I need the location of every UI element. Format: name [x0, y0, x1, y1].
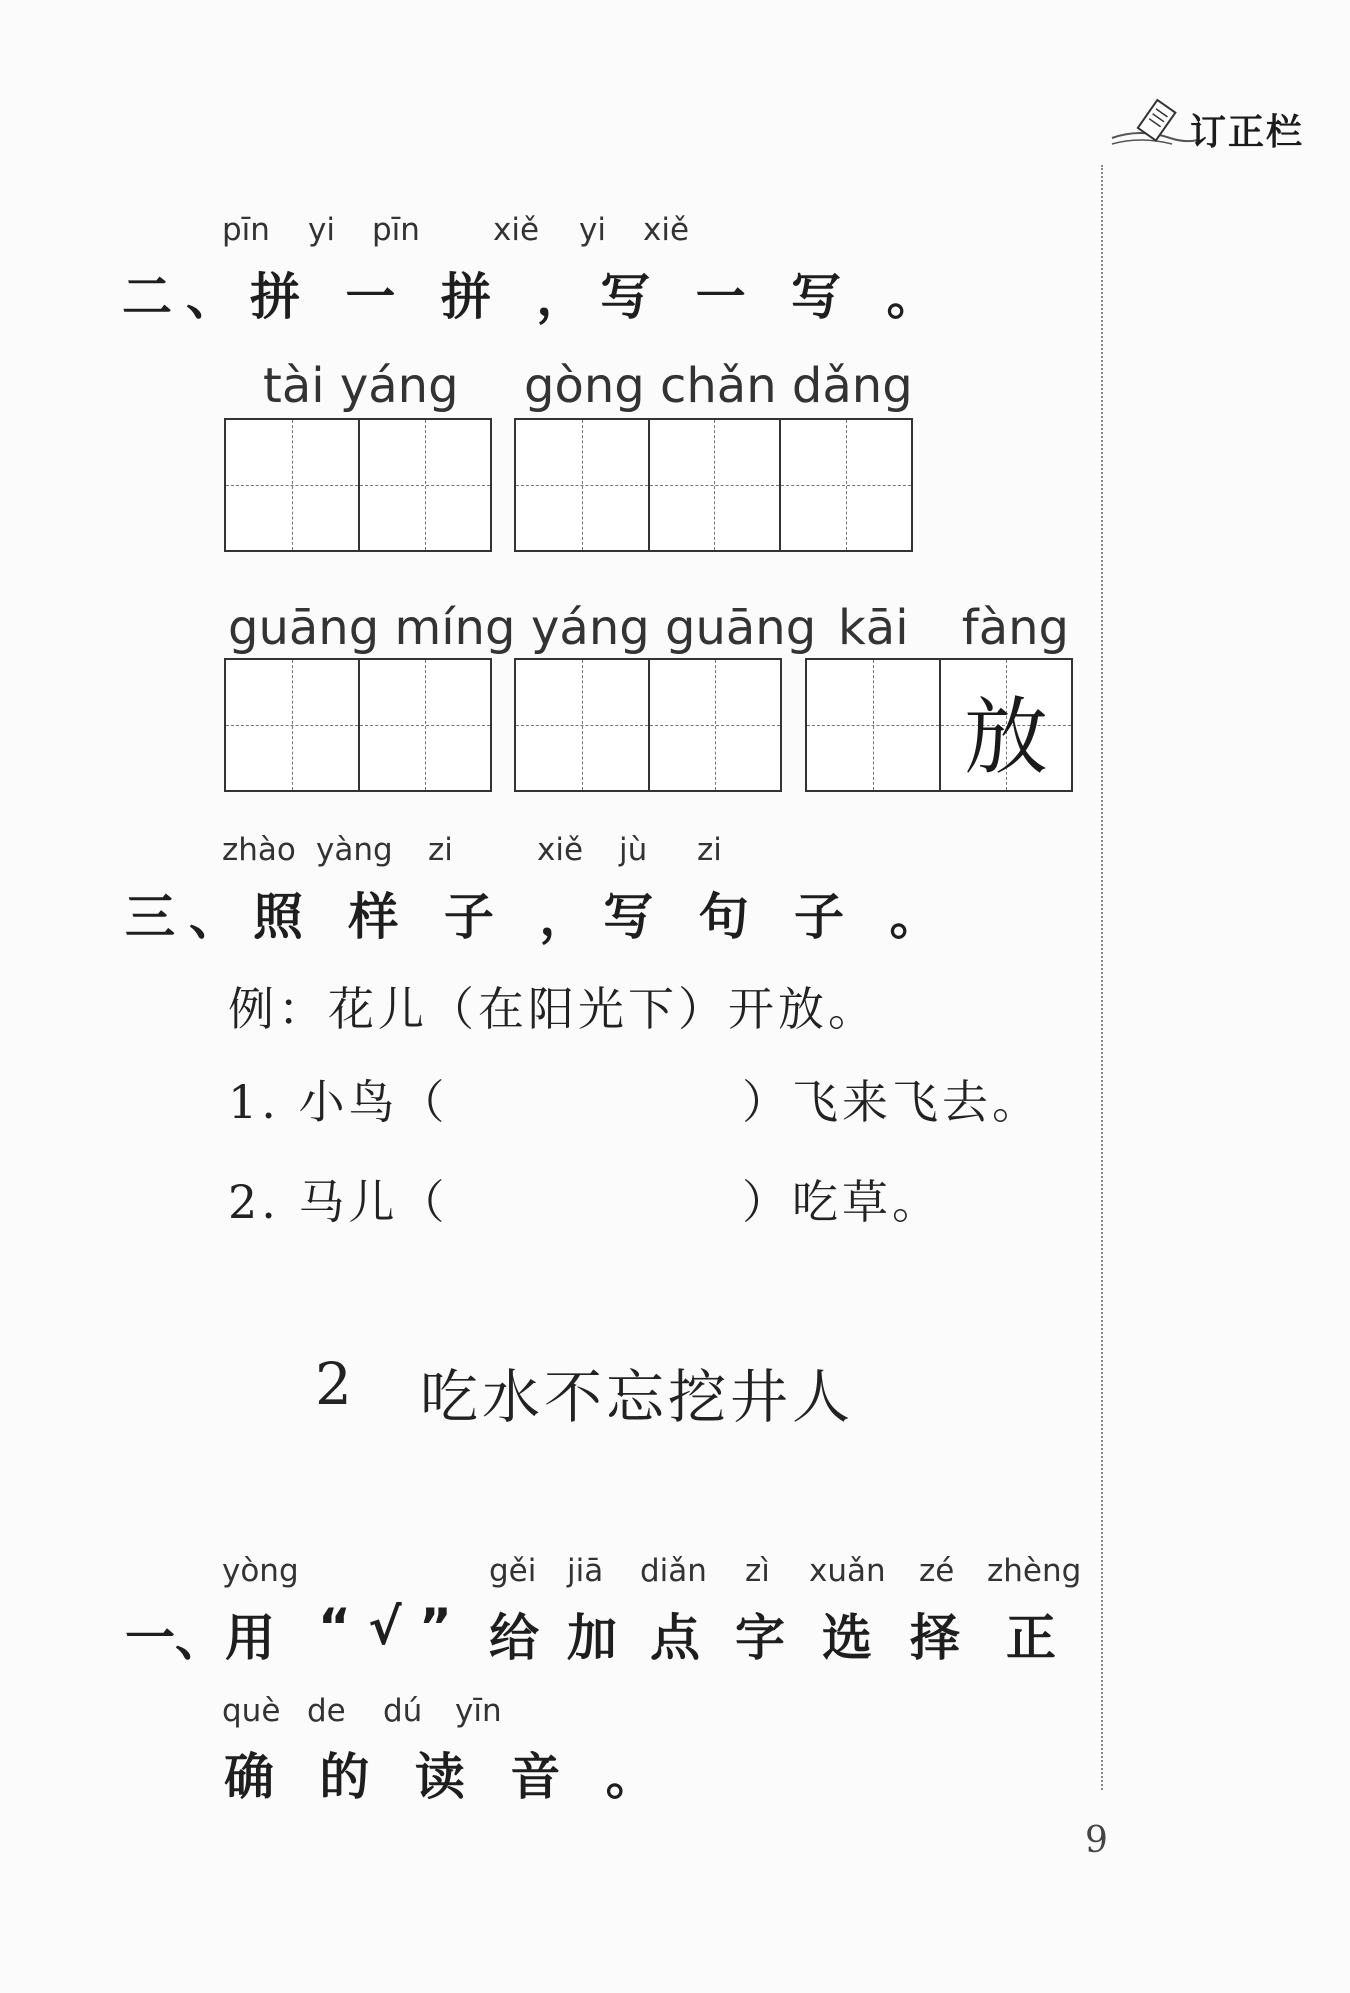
sentence-1-suffix: ）飞来飞去。 [742, 1075, 1042, 1129]
word-pinyin: kāi fàng [838, 600, 1070, 656]
pinyin: diǎn [640, 1553, 707, 1589]
lesson-number: 2 [315, 1350, 352, 1418]
section-title: 三、照 样 子 ，写 句 子 。 [125, 888, 954, 946]
sentence-1-blank[interactable] [420, 1070, 740, 1126]
pinyin: zé [919, 1553, 955, 1589]
example-character: 放 [963, 688, 1048, 786]
pinyin: jiā [567, 1553, 604, 1589]
pencil-icon [1110, 98, 1200, 158]
pinyin: xiě [537, 832, 584, 868]
pinyin: zi [428, 832, 453, 868]
writing-cell[interactable] [358, 420, 490, 550]
pinyin: gěi [489, 1553, 537, 1589]
word-pinyin: gòng chǎn dǎng [524, 358, 913, 414]
pinyin: pīn [222, 212, 270, 248]
lesson-title: 吃水不忘挖井人 [420, 1363, 855, 1431]
writing-cell[interactable] [226, 660, 358, 790]
correction-column-header [1110, 98, 1340, 158]
writing-grid [224, 418, 492, 552]
section-title-part: 择 [910, 1609, 960, 1667]
pinyin: xiě [493, 212, 540, 248]
pinyin: zhèng [987, 1553, 1082, 1589]
pinyin: yi [308, 212, 335, 248]
word-pinyin: tài yáng [263, 358, 459, 414]
writing-cell[interactable] [226, 420, 358, 550]
writing-cell[interactable] [648, 660, 780, 790]
section-title-line2: 确 的 读 音 。 [224, 1748, 670, 1806]
writing-cell[interactable] [807, 660, 939, 790]
writing-grid [224, 658, 492, 792]
section-title-part: 点 [650, 1609, 700, 1667]
writing-cell[interactable] [516, 420, 648, 550]
correction-column-divider [1101, 165, 1103, 1790]
sentence-2-suffix: ）吃草。 [742, 1175, 942, 1229]
word-pinyin: guāng míng [228, 600, 516, 656]
pinyin: jù [619, 832, 648, 868]
sentence-2-prefix: 2. 马儿（ [228, 1175, 449, 1229]
sentence-1-prefix: 1. 小鸟（ [228, 1075, 449, 1129]
pinyin: yòng [222, 1553, 299, 1589]
pinyin: yi [579, 212, 606, 248]
pinyin: zhào [222, 832, 296, 868]
sentence-2-blank[interactable] [420, 1170, 740, 1226]
pinyin: zi [697, 832, 722, 868]
word-pinyin: yáng guāng [531, 600, 817, 656]
pinyin: yīn [455, 1693, 502, 1729]
correction-column-title: 订正栏 [1190, 112, 1305, 153]
section-title: 二、拼 一 拼 ，写 一 写 。 [122, 268, 951, 326]
pinyin: xuǎn [809, 1553, 886, 1589]
pinyin: yàng [316, 832, 393, 868]
pinyin: xiě [643, 212, 690, 248]
writing-cell[interactable] [358, 660, 490, 790]
writing-grid [805, 658, 1073, 792]
pinyin: què [222, 1693, 281, 1729]
checkmark-symbol: “ √ ” [318, 1598, 452, 1656]
example-sentence: 例：花儿（在阳光下）开放。 [228, 982, 878, 1036]
section-title-part: 给 [489, 1609, 539, 1667]
section-title-part: 加 [567, 1609, 617, 1667]
writing-cell[interactable] [779, 420, 911, 550]
pinyin: pīn [372, 212, 420, 248]
pinyin: dú [383, 1693, 423, 1729]
section-title-part: 正 [1006, 1609, 1056, 1667]
section-title-part: 字 [735, 1609, 785, 1667]
writing-grid [514, 658, 782, 792]
writing-grid [514, 418, 913, 552]
writing-cell-filled[interactable] [939, 660, 1071, 790]
section-title-part: 选 [822, 1609, 872, 1667]
section-title-part: 一、用 [125, 1609, 275, 1667]
writing-cell[interactable] [648, 420, 780, 550]
pinyin: de [307, 1693, 346, 1729]
writing-cell[interactable] [516, 660, 648, 790]
page-number: 9 [1085, 1820, 1108, 1861]
pinyin: zì [745, 1553, 770, 1589]
